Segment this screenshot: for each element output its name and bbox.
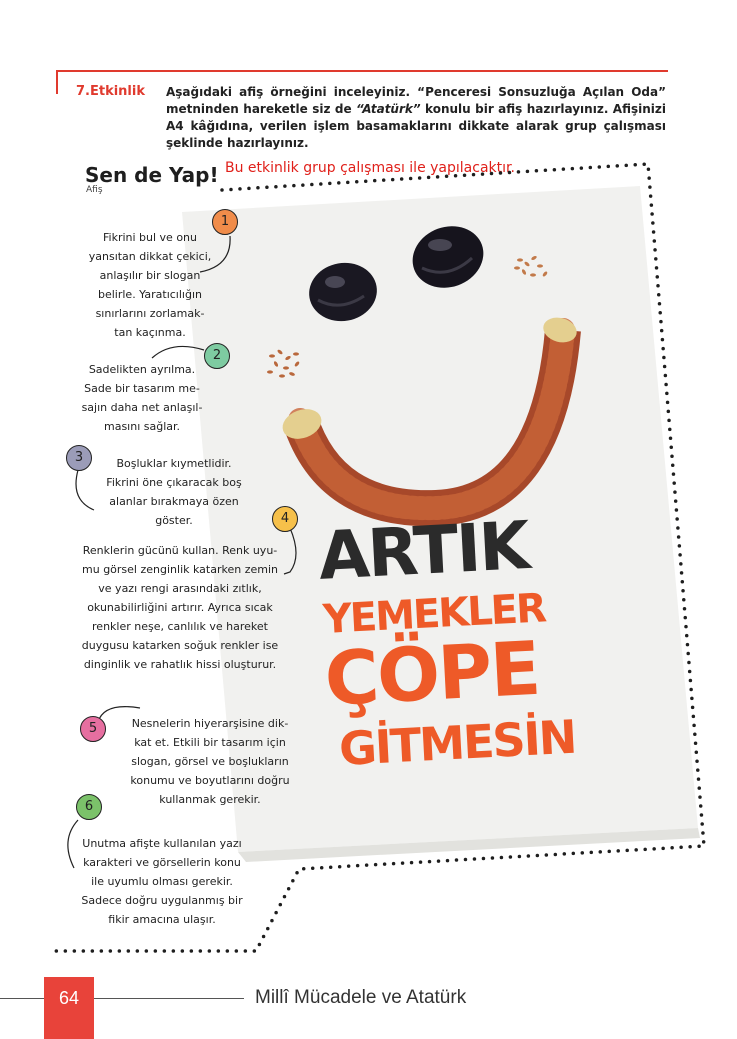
tip-line: duygusu katarken soğuk renkler ise bbox=[81, 639, 279, 652]
tip-line: Fikrini bul ve onu bbox=[102, 231, 197, 244]
tip-2-text bbox=[62, 360, 222, 436]
tip-line: Renklerin gücünü kullan. Renk uyu- bbox=[82, 544, 278, 557]
tip-line: konumu ve boyutlarını doğru bbox=[130, 774, 290, 787]
tip-line: alanlar bırakmaya özen bbox=[109, 495, 239, 508]
tip-line: anlaşılır bir slogan bbox=[99, 269, 201, 282]
group-work-note: Bu etkinlik grup çalışması ile yapılacaktır. bbox=[225, 160, 515, 176]
tip-line: yansıtan dikkat çekici, bbox=[88, 250, 212, 263]
tip-line: tan kaçınma. bbox=[114, 326, 186, 339]
tip-line: Sadelikten ayrılma. bbox=[88, 363, 196, 376]
tip-line: belirle. Yaratıcılığın bbox=[97, 288, 202, 301]
tip-line: slogan, görsel ve boşlukların bbox=[131, 755, 289, 768]
slogan-line-1: ARTIK bbox=[316, 507, 531, 595]
poster-caption: Afiş bbox=[86, 185, 103, 195]
tip-line: Nesnelerin hiyerarşisine dik- bbox=[131, 717, 289, 730]
tip-3-badge: 3 bbox=[66, 445, 92, 471]
tip-5-badge: 5 bbox=[80, 716, 106, 742]
activity-text-before: Aşağıdaki afiş örneğini inceleyiniz. “Penceresi Sonsuzluğa Açılan Oda” metninden hareketle siz de bbox=[166, 85, 666, 116]
tip-line: kat et. Etkili bir tasarım için bbox=[134, 736, 286, 749]
tip-line: Sadece doğru uygulanmış bir bbox=[81, 894, 243, 907]
footer-rule-right bbox=[94, 998, 244, 999]
tip-line: mu görsel zenginlik katarken zemin bbox=[82, 563, 278, 576]
tip-line: sajın daha net anlaşıl- bbox=[81, 401, 203, 414]
tip-line: fikir amacına ulaşır. bbox=[108, 913, 216, 926]
tip-4-badge: 4 bbox=[272, 506, 298, 532]
activity-text-after: konulu bir afiş hazırlayınız. Afişinizi A4 kâğıdına, verilen işlem basamaklarını dikkate alarak grup çalışması şeklinde hazırlayınız. bbox=[166, 102, 666, 150]
tip-line: ile uyumlu olması gerekir. bbox=[91, 875, 233, 888]
tip-3-text bbox=[84, 454, 264, 530]
tip-line: renkler neşe, canlılık ve hareket bbox=[92, 620, 268, 633]
slogan-line-2: YEMEKLER bbox=[321, 585, 546, 643]
tip-4-text bbox=[60, 541, 300, 674]
tip-6-badge: 6 bbox=[76, 794, 102, 820]
tip-line: kullanmak gerekir. bbox=[159, 793, 261, 806]
tip-line: sınırlarını zorlamak- bbox=[95, 307, 205, 320]
tip-line: Sade bir tasarım me- bbox=[84, 382, 200, 395]
tip-1-badge: 1 bbox=[212, 209, 238, 235]
activity-label: 7.Etkinlik bbox=[76, 84, 145, 99]
tip-line: göster. bbox=[155, 514, 193, 527]
tip-6-text bbox=[62, 834, 262, 929]
slogan-line-3: ÇÖPE bbox=[322, 625, 541, 723]
tip-line: Fikrini öne çıkaracak boş bbox=[106, 476, 242, 489]
activity-topic: “Atatürk” bbox=[356, 102, 421, 116]
section-title: Sen de Yap! bbox=[85, 163, 219, 187]
tip-2-badge: 2 bbox=[204, 343, 230, 369]
page-number: 64 bbox=[58, 988, 80, 1008]
tip-line: Unutma afişte kullanılan yazı bbox=[82, 837, 242, 850]
tip-1-text bbox=[70, 228, 230, 342]
tip-line: dinginlik ve rahatlık hissi oluşturur. bbox=[83, 658, 277, 671]
book-title: Millî Mücadele ve Atatürk bbox=[255, 987, 467, 1008]
tip-line: Boşluklar kıymetlidir. bbox=[116, 457, 232, 470]
tip-line: okunabilirliğini artırır. Ayrıca sıcak bbox=[87, 601, 273, 614]
tip-line: masını sağlar. bbox=[103, 420, 181, 433]
slogan-line-4: GİTMESİN bbox=[337, 709, 577, 776]
footer-rule-left bbox=[0, 998, 44, 999]
tip-line: ve yazı rengi arasındaki zıtlık, bbox=[98, 582, 262, 595]
tip-5-text bbox=[110, 714, 310, 809]
tip-line: karakteri ve görsellerin konu bbox=[83, 856, 241, 869]
